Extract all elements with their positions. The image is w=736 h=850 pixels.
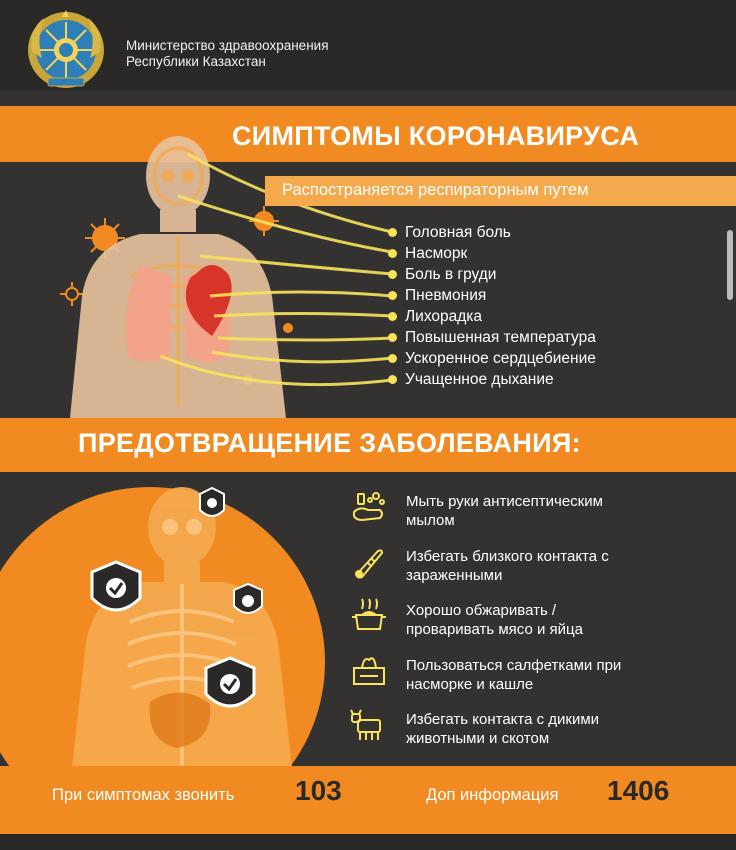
bullet-dot-icon [388, 249, 397, 258]
symptoms-list [388, 222, 596, 390]
prevention-text: Мыть руки антисептическим мылом [406, 493, 603, 529]
list-item: Пневмония [388, 285, 596, 306]
bullet-dot-icon [388, 354, 397, 363]
shield-check-icon [92, 562, 140, 610]
info-label: Доп информация [426, 786, 559, 804]
shield-check-icon [200, 488, 224, 516]
cow-icon [350, 706, 388, 744]
kazakhstan-emblem-icon [24, 8, 108, 92]
prevention-title: ПРЕДОТВРАЩЕНИЕ ЗАБОЛЕВАНИЯ: [78, 428, 581, 458]
symptoms-subtitle: Распостраняется респираторным путем [282, 181, 589, 199]
cooking-pot-icon [350, 597, 388, 635]
org-line-1: Министерство здравоохранения [126, 38, 329, 53]
list-item: Повышенная температура [388, 327, 596, 348]
virus-icon [134, 112, 166, 144]
footer-bottom-strip [0, 834, 736, 850]
list-item: Учащенное дыхание [388, 369, 596, 390]
prevention-text: Избегать контакта с дикими животными и скотом [406, 711, 600, 747]
bullet-dot-icon [388, 375, 397, 384]
prevention-text: Пользоваться салфетками при насморке и кашле [406, 656, 622, 693]
list-item: Ускоренное сердцебиение [388, 348, 596, 369]
shield-check-icon [206, 658, 254, 706]
list-item: Лихорадка [388, 306, 596, 327]
protected-body-illustration [0, 472, 340, 768]
info-phone-number[interactable]: 1406 [607, 775, 670, 806]
header [0, 0, 736, 90]
organization-name [126, 38, 329, 70]
list-item: Головная боль [388, 222, 596, 243]
bullet-dot-icon [388, 270, 397, 279]
scrollbar-thumb[interactable] [727, 230, 733, 300]
bullet-dot-icon [388, 333, 397, 342]
thermometer-icon [350, 543, 388, 581]
prevention-text: Хорошо обжаривать / проваривать мясо и яйца [406, 602, 583, 638]
tissue-box-icon [350, 652, 388, 690]
bullet-dot-icon [388, 228, 397, 237]
org-line-2: Республики Казахстан [126, 54, 266, 69]
symptoms-title: СИМПТОМЫ КОРОНАВИРУСА [232, 121, 640, 151]
hand-washing-icon [350, 488, 388, 526]
call-label: При симптомах звонить [52, 786, 235, 804]
emergency-phone-number[interactable]: 103 [295, 775, 342, 806]
prevention-text: Избегать близкого контакта с зараженными [406, 547, 609, 584]
list-item: Боль в груди [388, 264, 596, 285]
body-illustration [0, 106, 400, 418]
bullet-dot-icon [388, 291, 397, 300]
shield-check-icon [234, 584, 262, 613]
list-item: Насморк [388, 243, 596, 264]
bullet-dot-icon [388, 312, 397, 321]
